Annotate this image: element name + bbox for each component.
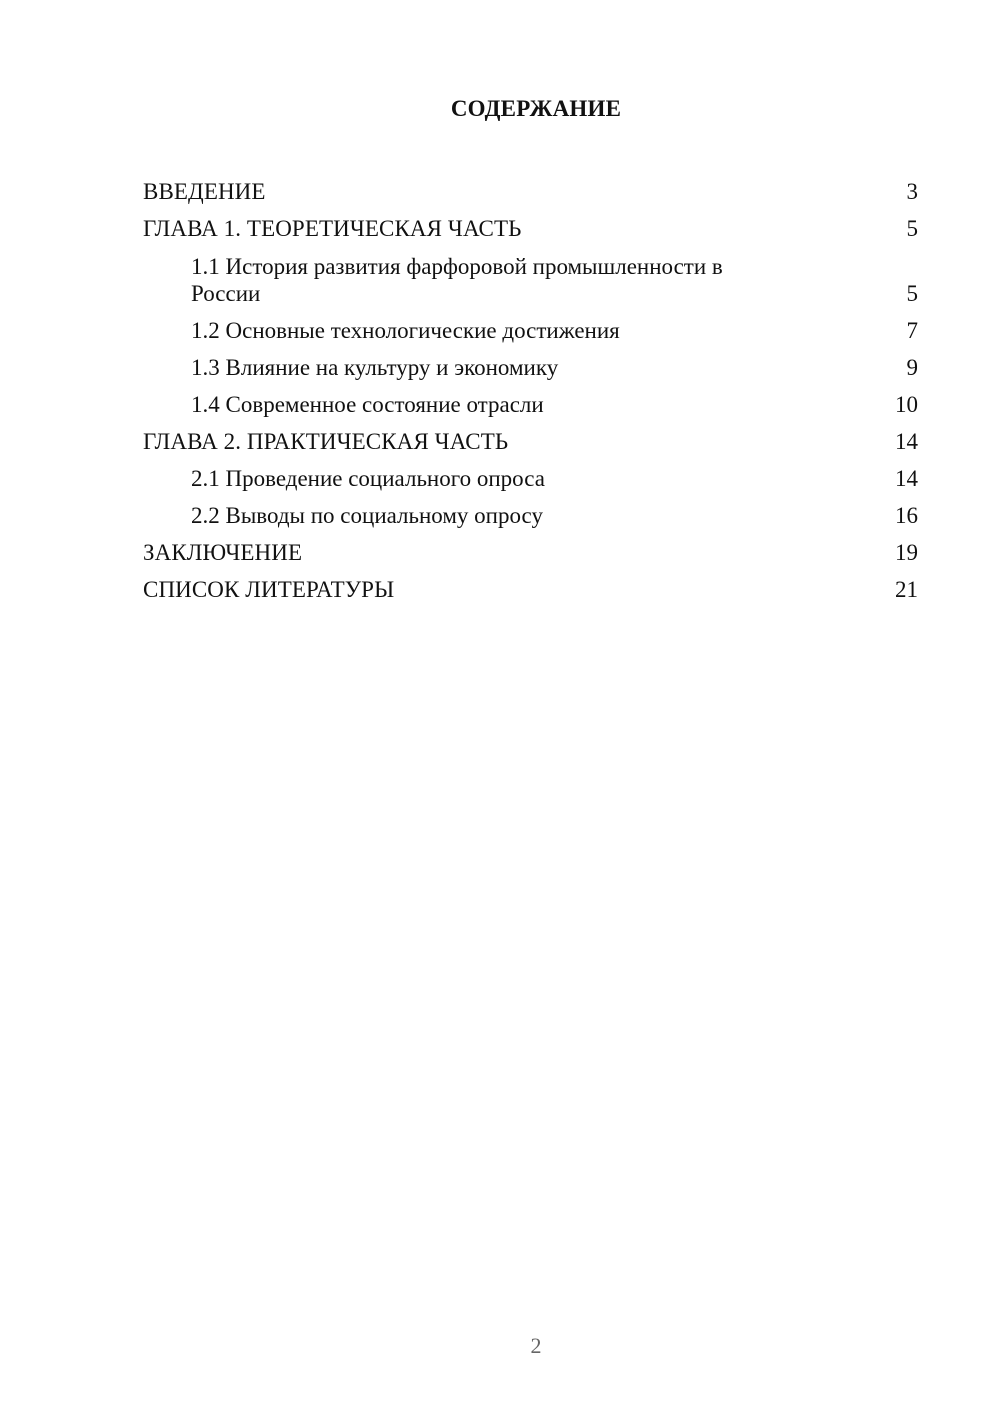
toc-entry-text: ВВЕДЕНИЕ (143, 179, 266, 204)
toc-entry-page: 14 (895, 429, 918, 454)
page-number: 2 (530, 1333, 542, 1358)
table-of-contents (143, 168, 918, 603)
toc-entry-text: ГЛАВА 1. ТЕОРЕТИЧЕСКАЯ ЧАСТЬ (143, 216, 522, 241)
toc-entry-text: 1.3 Влияние на культуру и экономику (191, 355, 559, 380)
toc-entry-section-1-2[interactable] (143, 307, 918, 344)
toc-entry-conclusion[interactable] (143, 529, 918, 566)
toc-entry-chapter-1[interactable] (143, 205, 918, 242)
toc-entry-chapter-2[interactable] (143, 418, 918, 455)
toc-entry-page: 5 (906, 216, 918, 241)
toc-entry-text: ЗАКЛЮЧЕНИЕ (143, 540, 303, 565)
toc-entry-references[interactable] (143, 566, 918, 603)
toc-entry-introduction[interactable] (143, 168, 918, 205)
toc-entry-text: 2.2 Выводы по социальному опросу (191, 503, 543, 528)
toc-entry-section-1-4[interactable] (143, 381, 918, 418)
toc-entry-page: 14 (895, 466, 918, 491)
toc-entry-section-1-1[interactable] (143, 242, 918, 307)
toc-entry-page: 21 (895, 577, 918, 602)
toc-entry-text: 1.4 Современное состояние отрасли (191, 392, 544, 417)
toc-entry-page: 3 (906, 179, 918, 204)
toc-entry-section-2-1[interactable] (143, 455, 918, 492)
toc-entry-section-1-3[interactable] (143, 344, 918, 381)
toc-entry-page: 5 (906, 281, 918, 306)
toc-entry-text: 1.2 Основные технологические достижения (191, 318, 620, 343)
toc-entry-section-2-2[interactable] (143, 492, 918, 529)
toc-entry-text: СПИСОК ЛИТЕРАТУРЫ (143, 577, 395, 602)
toc-entry-page: 19 (895, 540, 918, 565)
toc-entry-text: 1.1 История развития фарфоровой промышленности в России (191, 254, 723, 306)
toc-entry-page: 9 (906, 355, 918, 380)
toc-entry-page: 7 (906, 318, 918, 343)
toc-entry-text: 2.1 Проведение социального опроса (191, 466, 545, 491)
toc-entry-page: 10 (895, 392, 918, 417)
toc-entry-text: ГЛАВА 2. ПРАКТИЧЕСКАЯ ЧАСТЬ (143, 429, 509, 454)
toc-title: СОДЕРЖАНИЕ (450, 96, 622, 121)
toc-entry-page: 16 (895, 503, 918, 528)
